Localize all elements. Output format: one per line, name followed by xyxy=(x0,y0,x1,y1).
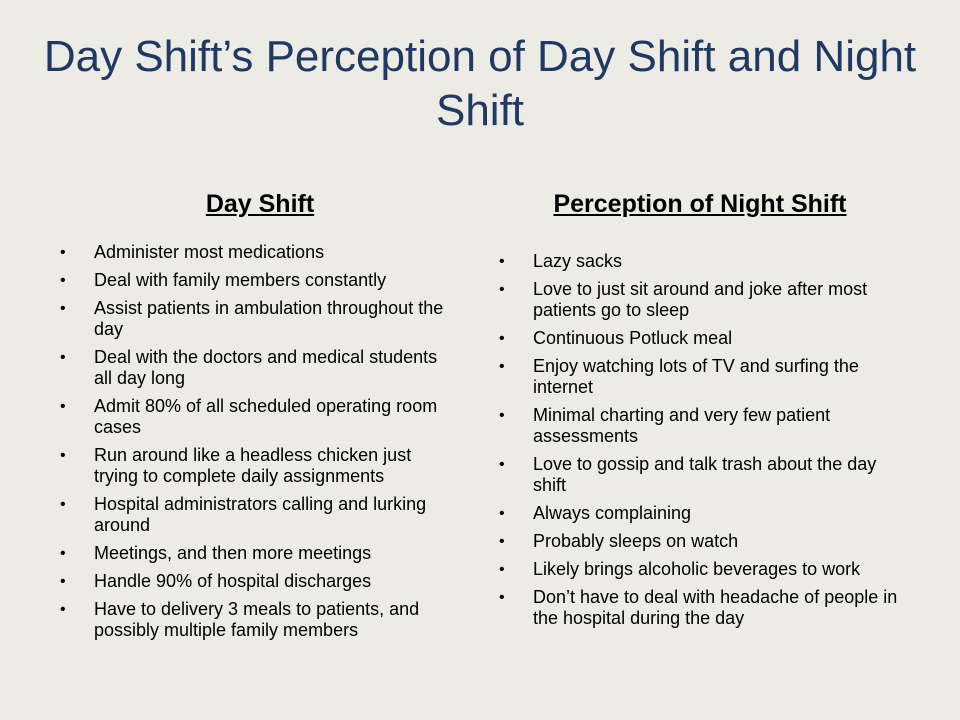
list-item: • Run around like a headless chicken just trying to complete daily assignments xyxy=(60,445,460,487)
list-item: • Love to just sit around and joke after most patients go to sleep xyxy=(499,279,899,321)
list-item: • Probably sleeps on watch xyxy=(499,531,899,552)
list-item: • Deal with the doctors and medical students all day long xyxy=(60,347,460,389)
list-item: • Likely brings alcoholic beverages to work xyxy=(499,559,899,580)
day-shift-list xyxy=(60,242,460,648)
list-item: • Love to gossip and talk trash about the day shift xyxy=(499,454,899,496)
list-item: • Deal with family members constantly xyxy=(60,270,460,291)
list-item: • Minimal charting and very few patient assessments xyxy=(499,405,899,447)
list-item: • Assist patients in ambulation throughout the day xyxy=(60,298,460,340)
list-item: • Meetings, and then more meetings xyxy=(60,543,460,564)
list-item: • Enjoy watching lots of TV and surfing the internet xyxy=(499,356,899,398)
slide-title: Day Shift’s Perception of Day Shift and Night Shift xyxy=(43,32,917,135)
night-shift-list xyxy=(499,251,899,636)
list-item: • Lazy sacks xyxy=(499,251,899,272)
list-item: • Administer most medications xyxy=(60,242,460,263)
list-item: • Handle 90% of hospital discharges xyxy=(60,571,460,592)
list-item: • Admit 80% of all scheduled operating room cases xyxy=(60,396,460,438)
list-item: • Hospital administrators calling and lurking around xyxy=(60,494,460,536)
list-item: • Don’t have to deal with headache of people in the hospital during the day xyxy=(499,587,899,629)
list-item: • Have to delivery 3 meals to patients, and possibly multiple family members xyxy=(60,599,460,641)
day-shift-heading: Day Shift xyxy=(205,190,315,218)
list-item: • Continuous Potluck meal xyxy=(499,328,899,349)
night-shift-heading: Perception of Night Shift xyxy=(553,190,847,218)
list-item: • Always complaining xyxy=(499,503,899,524)
